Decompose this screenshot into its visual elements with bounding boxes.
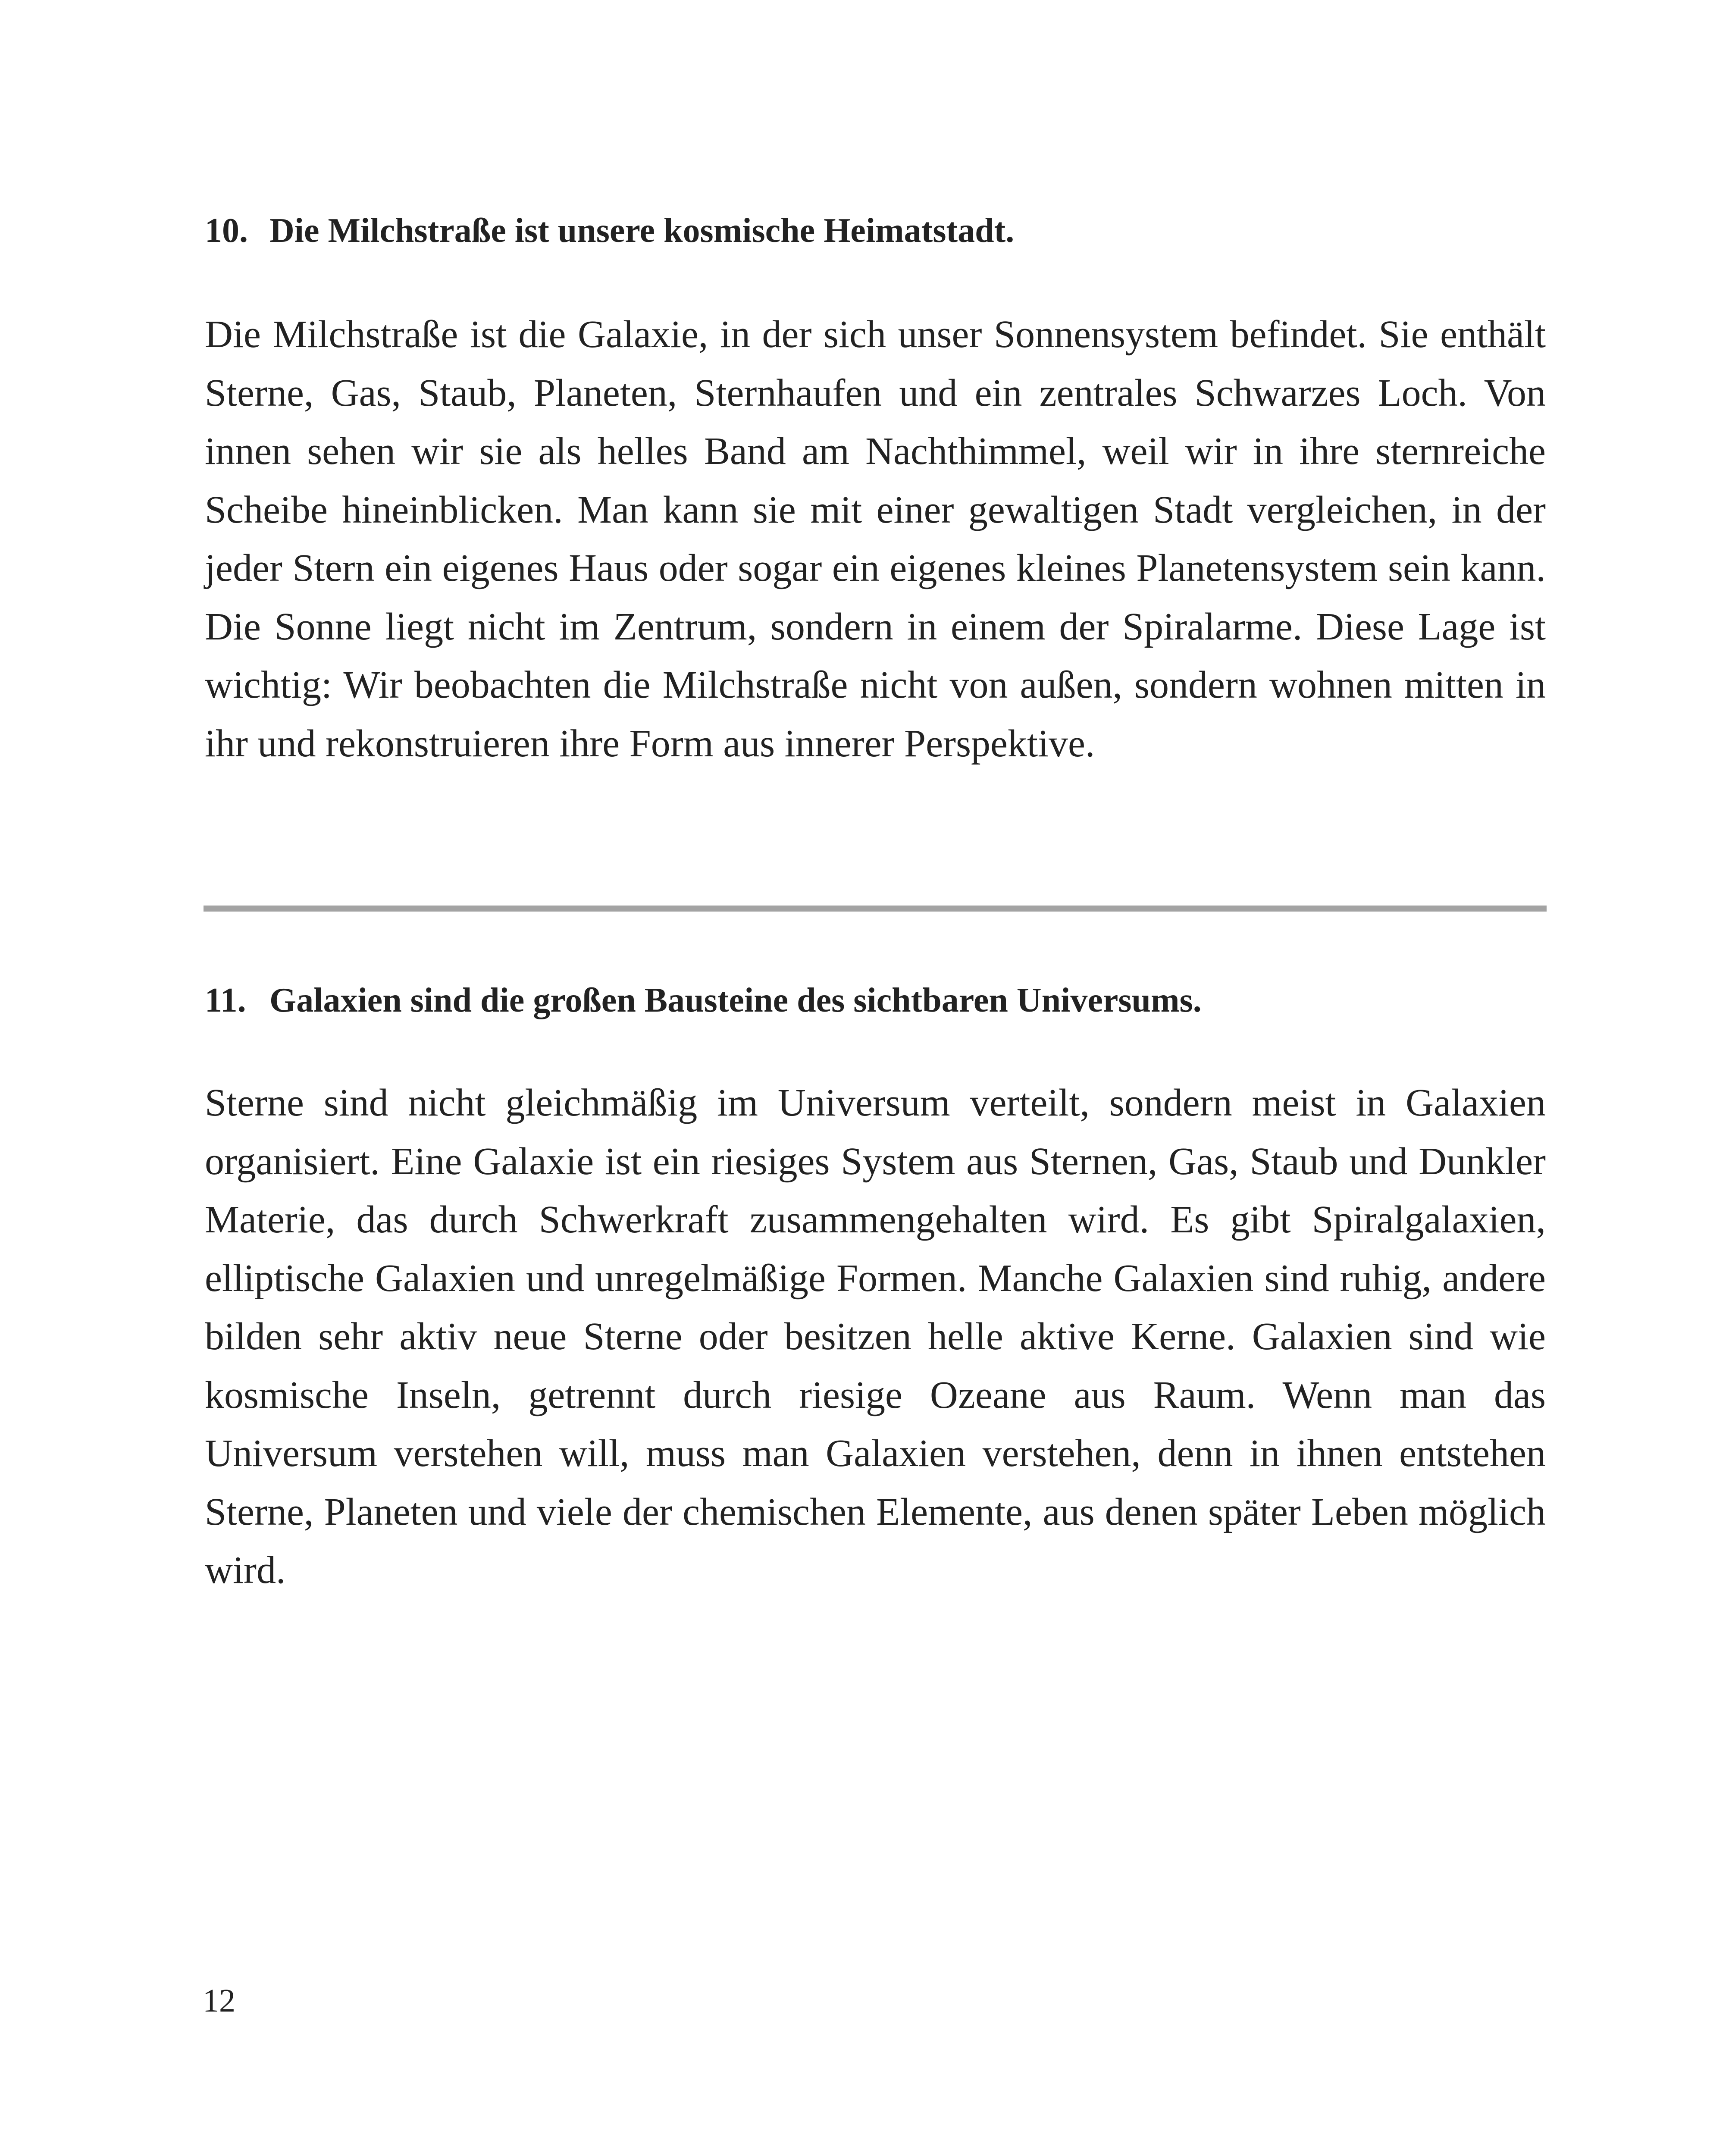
page-number: 12 bbox=[203, 1983, 235, 2019]
section-title: Galaxien sind die großen Bausteine des sichtbaren Universums. bbox=[269, 981, 1202, 1019]
section-divider bbox=[204, 906, 1547, 912]
section-body: Sterne sind nicht gleichmäßig im Universum verteilt, sondern meist in Galaxien organisiert. Eine Galaxie ist ein riesiges System aus Sternen, Gas, Staub und Dunkler Materie, das durch Schwerkraft zusammengehalten wird. Es gibt Spiralgalaxien, elliptische Galaxien und unregelmäßige Formen. Manche Galaxien sind ruhig, andere bilden sehr aktiv neue Sterne oder besitzen helle aktive Kerne. Galaxien sind wie kosmische Inseln, getrennt durch riesige Ozeane aus Raum. Wenn man das Universum verstehen will, muss man Galaxien verstehen, denn in ihnen entstehen Sterne, Planeten und viele der chemischen Elemente, aus denen später Leben möglich wird. bbox=[205, 1081, 1546, 1592]
section-body: Die Milchstraße ist die Galaxie, in der sich unser Sonnensystem befindet. Sie enthält Sterne, Gas, Staub, Planeten, Sternhaufen und ein zentrales Schwarzes Loch. Von innen sehen wir sie als helles Band am Nachthimmel, weil wir in ihre sternreiche Scheibe hineinblicken. Man kann sie mit einer gewaltigen Stadt vergleichen, in der jeder Stern ein eigenes Haus oder sogar ein eigenes kleines Planetensystem sein kann. Die Sonne liegt nicht im Zentrum, sondern in einem der Spiralarme. Diese Lage ist wichtig: Wir beobachten die Milchstraße nicht von außen, sondern wohnen mitten in ihr und rekonstruieren ihre Form aus innerer Perspektive. bbox=[205, 313, 1546, 765]
section-heading bbox=[205, 979, 1546, 1022]
section-heading bbox=[205, 209, 1546, 252]
section-number: 11. bbox=[205, 981, 246, 1019]
section-title: Die Milchstraße ist unsere kosmische Heimatstadt. bbox=[269, 212, 1015, 250]
section-number: 10. bbox=[205, 212, 248, 250]
